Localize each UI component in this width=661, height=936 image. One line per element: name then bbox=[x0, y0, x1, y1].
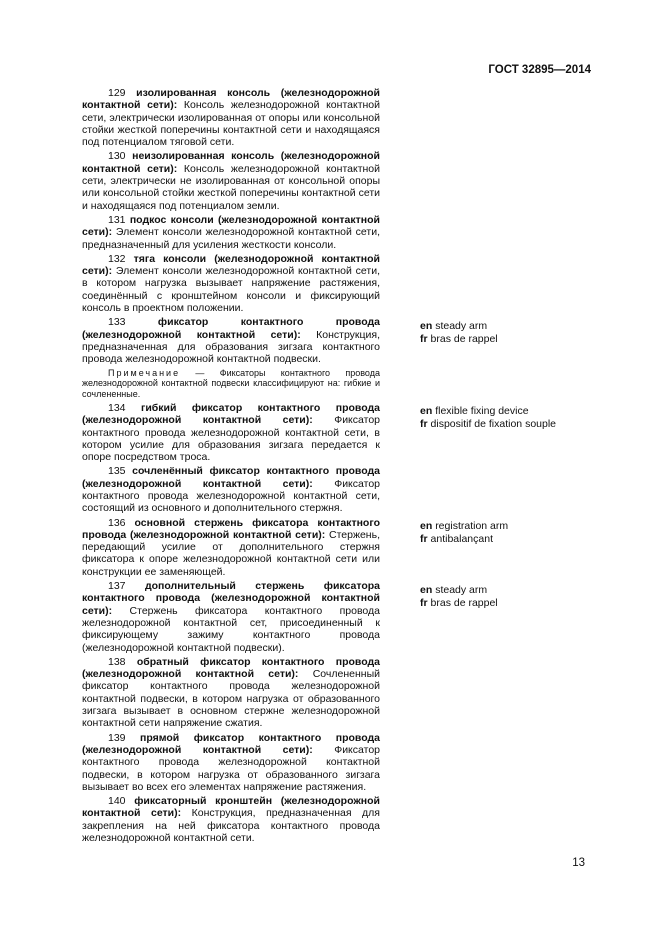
term-title: дополнительный стержень фиксатора контактного провода (железнодорожной контактной сети): bbox=[82, 580, 381, 617]
term-title: тяга консоли (железнодорожной контактной сети): bbox=[82, 252, 380, 278]
term-definition: Фиксатор контактного провода железнодорожной контактной сети, в котором усилие для образования зигзага передается к опоре посредством троса. bbox=[82, 414, 380, 464]
note-label: Примечание bbox=[108, 367, 181, 378]
term-title: изолированная консоль (железнодорожной контактной сети): bbox=[82, 87, 381, 112]
term-definition: Фиксатор контактного провода железнодорожной контактной подвески, в котором нагрузка от образованного зигзага вызывает во всех его элементах напряжение растяжения. bbox=[82, 743, 380, 793]
term-number: 133 bbox=[108, 316, 126, 329]
fr-equivalent: fr bras de rappel bbox=[420, 333, 498, 345]
fr-equivalent: fr bras de rappel bbox=[420, 597, 498, 609]
en-equivalent: en registration arm bbox=[420, 520, 509, 532]
term-definition: Стержень, передающий усилие от дополнительного стержня фиксатора к опоре железнодорожной контактной сети или конструкции ее заменяющей. bbox=[82, 528, 380, 578]
term-number: 140 bbox=[108, 795, 126, 808]
term-title: обратный фиксатор контактного провода (железнодорожной контактной сети): bbox=[82, 655, 380, 681]
term-number: 135 bbox=[108, 465, 126, 478]
term-number: 131 bbox=[108, 213, 126, 226]
term-129 bbox=[82, 87, 380, 148]
en-equivalent: en flexible fixing device bbox=[420, 405, 529, 417]
term-number: 130 bbox=[108, 150, 126, 163]
term-definition: Конструкция, предназначенная для образования зигзага контактного провода железнодорожной контактной подвески. bbox=[82, 328, 381, 366]
term-number: 129 bbox=[108, 87, 126, 99]
term-139 bbox=[82, 732, 380, 793]
note bbox=[82, 368, 380, 400]
fr-equivalent: fr dispositif de fixation souple bbox=[420, 418, 557, 430]
term-definition: Консоль железнодорожной контактной сети, электрически изолированная от опоры или консольной стойки жесткой поперечины контактной сети и находящаяся под потенциалом тяговой сети. bbox=[82, 99, 381, 149]
term-134 bbox=[82, 402, 380, 463]
term-definition: Элемент консоли железнодорожной контактной сети, предназначенный для усиления жесткости консоли. bbox=[82, 226, 380, 251]
equivalents-137 bbox=[420, 584, 498, 610]
term-number: 139 bbox=[108, 731, 126, 744]
term-137 bbox=[82, 580, 380, 654]
term-130 bbox=[82, 150, 380, 211]
terms-column bbox=[82, 87, 380, 846]
fr-equivalent: fr antibalançant bbox=[420, 533, 493, 545]
term-138 bbox=[82, 656, 380, 730]
page-number: 13 bbox=[572, 857, 585, 869]
document-header: ГОСТ 32895—2014 bbox=[488, 64, 591, 76]
term-title: прямой фиксатор контактного провода (железнодорожной контактной сети): bbox=[82, 731, 380, 756]
term-number: 134 bbox=[108, 401, 126, 414]
term-number: 136 bbox=[108, 516, 126, 529]
term-definition: Консоль железнодорожной контактной сети, электрически не изолированная от консольной опоры или консольной стойки жесткой поперечины контактной сети и находящаяся под потенциалом земли. bbox=[82, 162, 381, 212]
term-definition: Стержень фиксатора контактного провода железнодорожной контактной сет, присоединенный к фиксирующему зажиму контактного провода (железнодорожной контактной подвески). bbox=[82, 604, 380, 654]
term-number: 132 bbox=[108, 252, 126, 265]
term-140 bbox=[82, 795, 380, 844]
term-definition: Конструкция, предназначенная для закрепления на ней фиксатора контактного провода железнодорожной контактной сети. bbox=[82, 807, 380, 845]
term-title: фиксаторный кронштейн (железнодорожной контактной сети): bbox=[82, 795, 381, 820]
equivalents-136 bbox=[420, 520, 508, 546]
term-132 bbox=[82, 253, 380, 314]
term-title: неизолированная консоль (железнодорожной контактной сети): bbox=[82, 150, 381, 175]
term-title: подкос консоли (железнодорожной контактной сети): bbox=[82, 213, 380, 239]
term-number: 138 bbox=[108, 655, 126, 668]
en-equivalent: en steady arm bbox=[420, 320, 488, 332]
term-136 bbox=[82, 517, 380, 578]
equivalents-133 bbox=[420, 320, 498, 346]
note-text: — Фиксаторы контактного провода железнодорожной контактной подвески классифицируют на: гибкие и сочлененные. bbox=[82, 367, 380, 400]
term-title: гибкий фиксатор контактного провода (железнодорожной контактной сети): bbox=[82, 401, 380, 427]
term-133 bbox=[82, 316, 380, 365]
term-131 bbox=[82, 214, 380, 251]
equivalents-134 bbox=[420, 405, 556, 431]
term-title: основной стержень фиксатора контактного провода (железнодорожной контактной сети): bbox=[82, 516, 380, 541]
term-definition: Сочлененный фиксатор контактного провода железнодорожной контактной подвески, в котором нагрузка от образованного зигзага вызывает в основном стержне железнодорожной контактной сети напряжение сжатия. bbox=[82, 668, 380, 730]
en-equivalent: en steady arm bbox=[420, 584, 488, 596]
term-title: сочленённый фиксатор контактного провода (железнодорожной контактной сети): bbox=[82, 465, 380, 490]
term-definition: Фиксатор контактного провода железнодорожной контактной сети, состоящий из основного и дополнительного стержня. bbox=[82, 477, 380, 515]
term-definition: Элемент консоли железнодорожной контактной сети, в котором нагрузка вызывает напряжение растяжения, соединённый с кронштейном консоли и фиксирующий консоль в проектном положении. bbox=[82, 265, 380, 315]
term-135 bbox=[82, 465, 380, 514]
term-number: 137 bbox=[108, 580, 126, 593]
term-title: фиксатор контактного провода (железнодорожной контактной сети): bbox=[82, 316, 381, 341]
